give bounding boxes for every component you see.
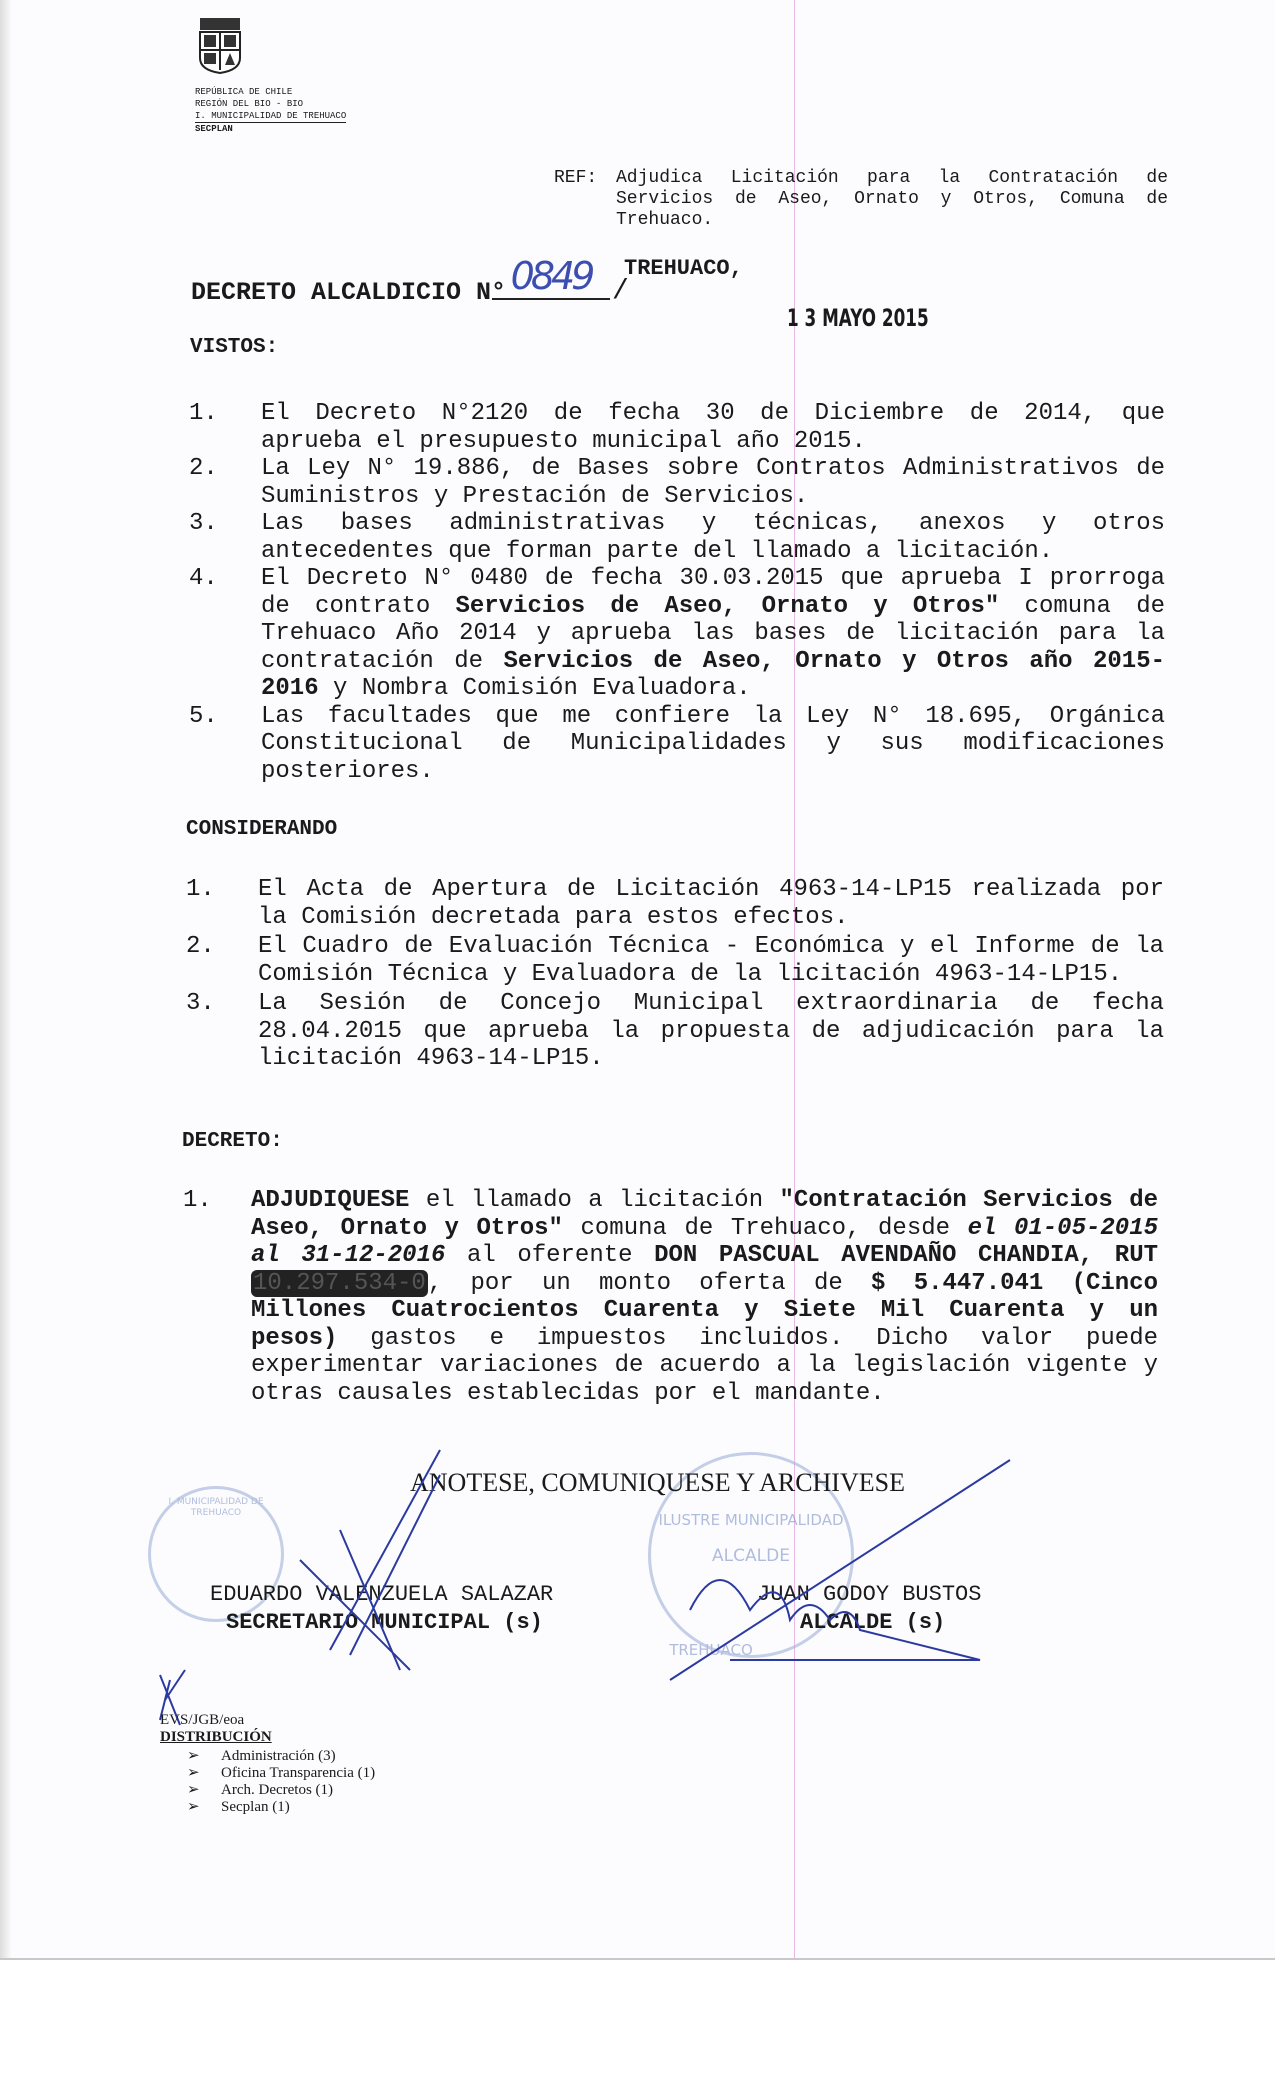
decree-number-handwritten: 0849 [492,254,610,300]
decreto-heading: DECRETO: [182,1130,283,1153]
arrow-bullet-icon: ➢ [187,1782,200,1798]
decreto-list [183,1187,1159,1407]
redacted-rut: 10.297.534-0 [253,1269,426,1297]
distribution-item: ➢ Secplan (1) [187,1799,290,1815]
vistos-item: 5. Las facultades que me confiere la Ley N° 18.695, Orgánica Constitucional de Municipalidades y sus modificaciones posteriores. [189,702,1165,785]
secretary-stamp-text: I. MUNICIPALIDAD DE TREHUACO [168,1497,264,1518]
header-municipality: I. MUNICIPALIDAD DE TREHUACO [195,111,347,121]
decree-title: DECRETO ALCALDICIO N° [191,278,507,307]
header-region: REGIÓN DEL BIO - BIO [195,99,304,109]
distribution-item: ➢ Administración (3) [187,1748,336,1764]
vistos-item: 2. La Ley N° 19.886, de Bases sobre Contratos Administrativos de Suministros y Prestación de Servicios. [189,455,1165,510]
decreto-item: 1. ADJUDIQUESE el llamado a licitación "Contratación Servicios de Aseo, Ornato y Otros" comuna de Trehuaco, desde el 01-05-2015 al 31-12-2016 al oferente DON PASCUAL AVENDAÑO CHANDIA, RUT 10.297.534-0, por un monto oferta de $ 5.447.041 (Cinco Millones Cuatrocientos Cuarenta y Siete Mil Cuarenta y un pesos) gastos e impuestos incluidos. Dicho valor puede experimentar variaciones de acuerdo a la legislación vigente y otras causales establecidas por el mandante. [183,1187,1159,1407]
footer [160,1712,375,1816]
distribution-list [160,1748,375,1816]
mayor-name: JUAN GODOY BUSTOS [757,1582,982,1607]
arrow-bullet-icon: ➢ [187,1765,200,1781]
mayor-stamp-top-text: ILUSTRE MUNICIPALIDAD [658,1511,844,1529]
header-department: SECPLAN [195,124,233,134]
secretary-name: EDUARDO VALENZUELA SALAZAR [210,1582,554,1607]
decree-city: TREHUACO, [624,256,743,281]
distribution-item: ➢ Arch. Decretos (1) [187,1782,334,1798]
scan-edge [0,0,12,1958]
secretary-role: SECRETARIO MUNICIPAL (s) [226,1610,543,1635]
letterhead [195,86,346,135]
slash-mark: / [612,276,629,307]
considerando-heading: CONSIDERANDO [186,818,338,841]
arrow-bullet-icon: ➢ [187,1799,200,1815]
date-stamp: 1 3 MAYO 2015 [787,304,929,332]
vistos-item: 3. Las bases administrativas y técnicas, anexos y otros antecedentes que forman parte del llamado a licitación. [189,510,1165,565]
ref-label: REF: [554,168,598,188]
mayor-stamp-mid-text: ALCALDE [712,1546,790,1566]
mayor-role: ALCALDE (s) [800,1610,946,1635]
arrow-bullet-icon: ➢ [187,1748,200,1764]
considerando-list [186,876,1164,1073]
closing-formula: ANOTESE, COMUNIQUESE Y ARCHIVESE [410,1468,905,1497]
coat-of-arms-logo [195,18,245,74]
vistos-heading: VISTOS: [190,336,279,359]
distribution-title: DISTRIBUCIÓN [160,1729,272,1745]
considerando-item: 2. El Cuadro de Evaluación Técnica - Económica y el Informe de la Comisión Técnica y Evaluadora de la licitación 4963-14-LP15. [186,933,1164,988]
considerando-item: 3. La Sesión de Concejo Municipal extraordinaria de fecha 28.04.2015 que aprueba la propuesta de adjudicación para la licitación 4963-14-LP15. [186,990,1164,1072]
header-country: REPÚBLICA DE CHILE [195,87,293,97]
distribution-item: ➢ Oficina Transparencia (1) [187,1765,376,1781]
vistos-list [189,400,1165,785]
considerando-item: 1. El Acta de Apertura de Licitación 4963-14-LP15 realizada por la Comisión decretada para estos efectos. [186,876,1164,931]
initials: EVS/JGB/eoa [160,1712,245,1728]
ref-text: Adjudica Licitación para la Contratación de Servicios de Aseo, Ornato y Otros, Comuna de Trehuaco. [616,168,1168,230]
vistos-item: 4. El Decreto N° 0480 de fecha 30.03.2015 que aprueba I prorroga de contrato Servicios de Aseo, Ornato y Otros" comuna de Trehuaco Año 2014 y aprueba las bases de licitación para la contratación de Servicios de Aseo, Ornato y Otros año 2015-2016 y Nombra Comisión Evaluadora. [189,565,1165,702]
handwritten-signatures [150,1440,1110,1740]
scan-margin [0,1958,1275,2100]
mayor-stamp-bottom-text: TREHUACO [669,1641,753,1659]
vistos-item: 1. El Decreto N°2120 de fecha 30 de Diciembre de 2014, que aprueba el presupuesto municipal año 2015. [189,400,1165,455]
reference [554,168,1168,231]
